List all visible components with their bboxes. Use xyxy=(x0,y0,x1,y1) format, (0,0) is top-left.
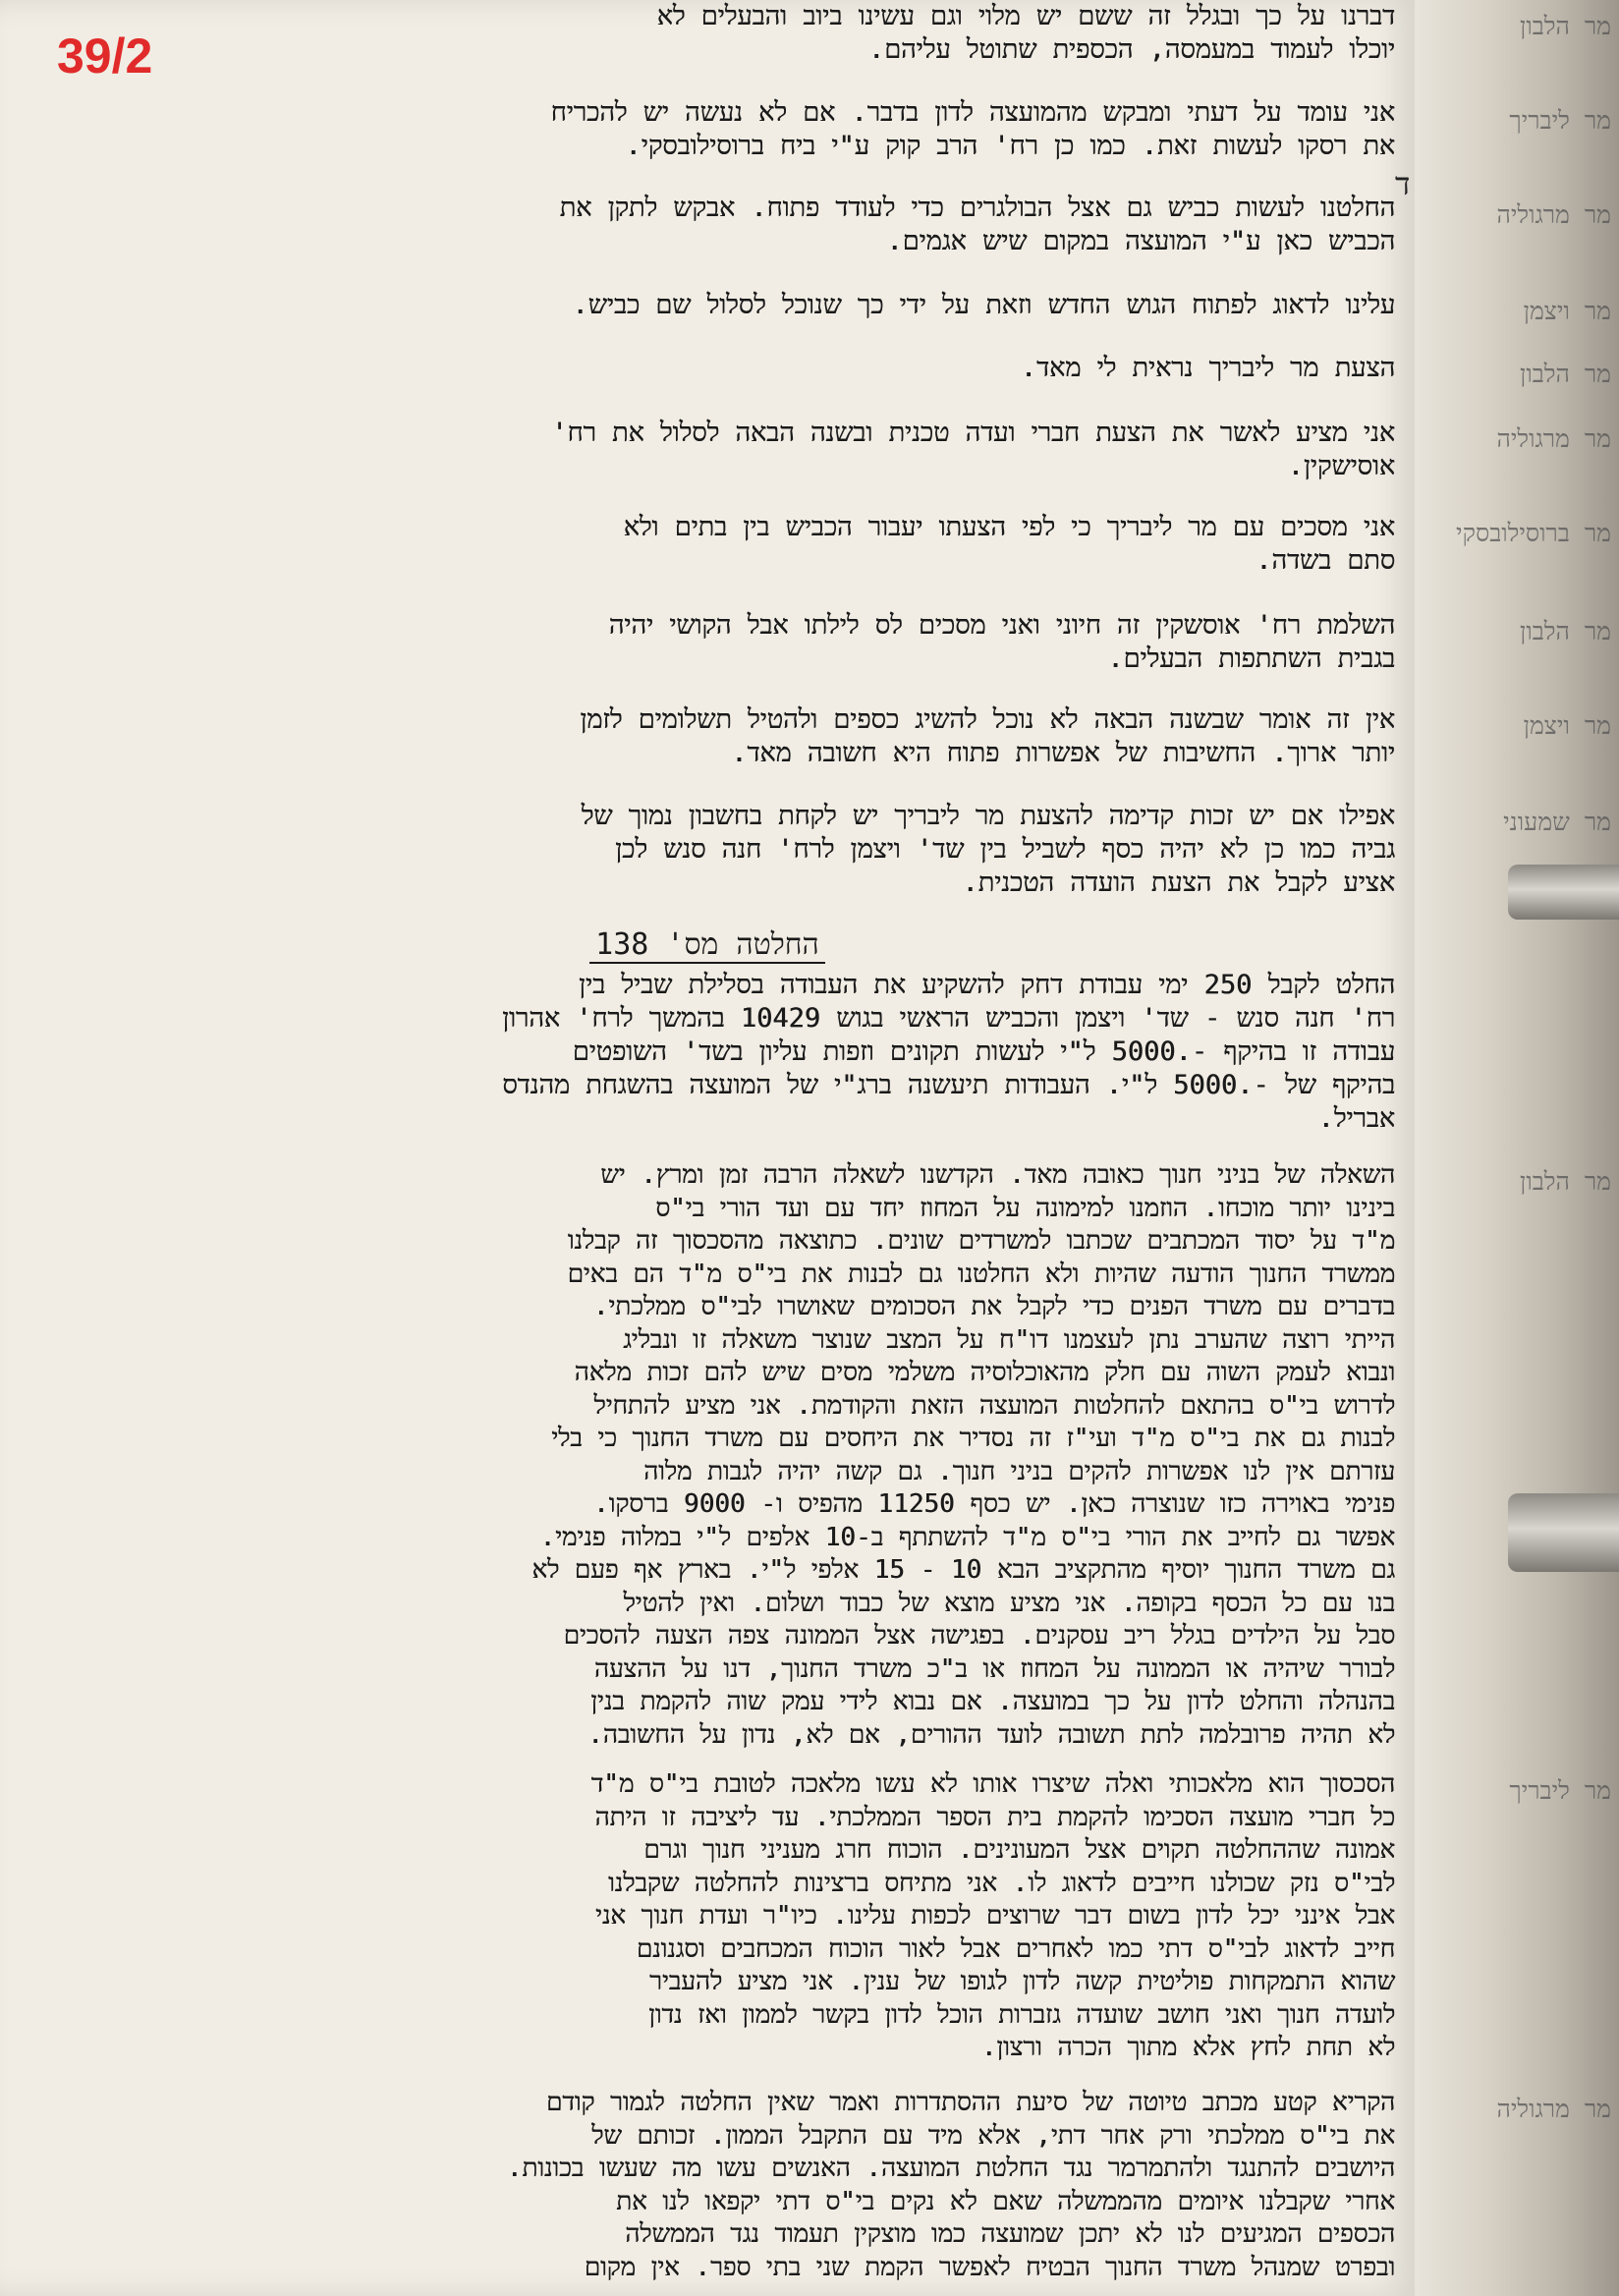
speaker-name: מר ויצמן xyxy=(1523,711,1611,740)
text-line: החלטנו לעשות כביש גם אצל הבולגרים כדי לעודד פתוח. אבקש לתקן את xyxy=(559,193,1395,223)
text-line: לדרוש בי"ס בהתאם להחלטות המועצה הזאת והקודמת. אני מציע להתחיל xyxy=(593,1390,1395,1421)
text-line: חייב לדאוג לבי"ס דתי כמו לאחרים אבל לאור הוכוח המכחבים וסגנונם xyxy=(636,1933,1395,1964)
decision-text xyxy=(147,969,1395,1136)
statement xyxy=(147,800,1395,900)
speaker-name: מר מרגוליה xyxy=(1496,424,1611,453)
text-line: בגבית השתתפות הבעלים. xyxy=(1107,644,1395,674)
margin-mark: ד xyxy=(1395,165,1411,202)
statement xyxy=(147,511,1395,578)
text-line: אבל אינני יכל לדון בשום דבר שרוצים לכפות עלינו. כיו"ר ועדת חנוך אני xyxy=(595,1901,1395,1931)
statement xyxy=(147,192,1395,258)
text-line: ממשרד החנוך הודעה שהיות ולא החלטנו גם לבנות את בי"ס מ"ד הם באים xyxy=(567,1259,1395,1289)
text-line: אני מסכים עם מר ליבריך כי לפי הצעתו יעבור הכביש בין בתים ולא xyxy=(623,512,1395,542)
statement xyxy=(147,352,1395,385)
text-line: ובפרט שמנהל משרד החנוך הבטיח לאפשר הקמת שני בתי ספר. אין מקום xyxy=(584,2252,1395,2282)
text-line: לבי"ס נזק שכולנו חייבים לדאוג לו. אני מתיחס ברצינות להחלטה שקבלנו xyxy=(608,1868,1395,1898)
decision-title: החלטה מס' 138 xyxy=(0,927,1415,962)
text-line: היושבים להתנגד ולהתמרמר נגד החלטת המועצה. האנשים עשו מה שעשו בכונות. xyxy=(506,2154,1395,2183)
text-line: השלמת רח' אוסשקין זה חיוני ואני מסכים לס לילתו אבל הקושי יהיה xyxy=(608,610,1395,641)
text-line: בנו עם כל הכסף בקופה. אני מציע מוצא של כבוד ושלום. ואין להטיל xyxy=(623,1588,1395,1618)
text-line: את רסקו לעשות זאת. כמו כן רח' הרב קוק ע"י ביח ברוסילובסקי. xyxy=(625,131,1395,161)
text-line: בדברים עם משרד הפנים כדי לקבל את הסכומים שאושרו לבי"ס ממלכתי. xyxy=(592,1292,1395,1321)
statement xyxy=(147,1159,1395,1752)
speaker-name: מר ליבריך xyxy=(1509,106,1611,135)
statement xyxy=(147,289,1395,322)
text-line: הכספים המגיעים לנו לא יתכן שמועצה כמו מוצקין תעמוד נגד הממשלה xyxy=(625,2219,1395,2249)
text-line: אמונה שההחלטה תקוים אצל המעונינים. הוכוח חרג מעניני חנוך וגרם xyxy=(643,1835,1395,1865)
speaker-name: מר ליבריך xyxy=(1509,1776,1611,1805)
text-line: אחרי שקבלנו איומים מהממשלה שאם לא נקים בי"ס דתי יקפאו לנו את xyxy=(616,2186,1395,2216)
statement xyxy=(147,0,1395,67)
text-line: סתם בשדה. xyxy=(1256,545,1395,576)
text-line: בינינו יותר מוכחו. הוזמנו למימונה על המחוז יחד עם ועד הורי בי"ס xyxy=(655,1193,1395,1223)
text-line: רח' חנה סנש - שד' ויצמן והכביש הראשי בגוש 10429 בהמשך לרח' אהרון xyxy=(502,1003,1395,1034)
speaker-name: מר הלבון xyxy=(1519,360,1611,388)
text-line: פנימי באוירה כזו שנוצרה כאן. יש כסף 11250 מהפיס ו- 9000 ברסקו. xyxy=(592,1489,1395,1519)
text-line: לועדה חנוך ואני חושב שועדה גזברות הוכל לדון בקשר לממון ואז נדון xyxy=(648,1999,1395,2030)
text-line: אציע לקבל את הצעת הועדה הטכנית. xyxy=(962,868,1395,898)
speaker-name: מר הלבון xyxy=(1519,1167,1611,1196)
text-line: לבנות גם את בי"ס מ"ד ועי"ז זה נסדיר את היחסים עם משרד החנוך כי בלי xyxy=(551,1424,1395,1453)
speaker-name: מר הלבון xyxy=(1519,617,1611,645)
binder-edge xyxy=(1415,0,1619,2296)
text-line: השאלה של בניני חנוך כאובה מאד. הקדשנו לשאלה הרבה זמן ומרץ. יש xyxy=(600,1160,1395,1190)
text-line: החלט לקבל 250 ימי עבודת דחק להשקיע את העבודה בסלילת שביל בין xyxy=(579,970,1395,1000)
statement xyxy=(147,96,1395,163)
text-line: סבל על הילדים בגלל ריב עסקנים. בפגישה אצל הממונה צפה הצעה להסכים xyxy=(563,1621,1395,1651)
text-line: עבודה זו בהיקף -.5000 ל"י לעשות תקונים וזפות עליון בשד' השופטים xyxy=(572,1036,1395,1067)
speaker-name: מר מרגוליה xyxy=(1496,200,1611,229)
speaker-name: מר מרגוליה xyxy=(1496,2095,1611,2123)
text-line: כל חברי מועצה הסכימו להקמת בית הספר הממלכתי. עד ליציבה זו היתה xyxy=(594,1802,1395,1832)
text-line: את בי"ס ממלכתי ורק אחר דתי, אלא מיד עם התקבל הממון. זכותם של xyxy=(591,2120,1395,2151)
speaker-name: מר ויצמן xyxy=(1523,297,1611,325)
text-line: יותר ארוך. החשיבות של אפשרות פתוח היא חשובה מאד. xyxy=(731,738,1395,768)
speaker-name: מר שמעוני xyxy=(1503,808,1611,836)
text-line: עלינו לדאוג לפתוח הגוש החדש וזאת על ידי כך שנוכל לסלול שם כביש. xyxy=(572,290,1395,320)
binder-ring xyxy=(1508,865,1619,920)
binder-ring xyxy=(1508,1493,1619,1572)
text-line: יוכלו לעמוד במעמסה, הכספית שתוטל עליהם. xyxy=(867,34,1395,65)
text-line: הצעת מר ליבריך נראית לי מאד. xyxy=(1020,353,1395,383)
statement xyxy=(147,1768,1395,2065)
text-line: אוסישקין. xyxy=(1287,451,1395,481)
text-line: אני עומד על דעתי ומבקש מהמועצה לדון בדבר. אם לא נעשה יש להכריח xyxy=(550,97,1395,128)
text-line: אפשר גם לחייב את הורי בי"ס מ"ד להשתתף ב-10 אלפים ל"י במלוה פנימי. xyxy=(539,1522,1395,1552)
text-line: לבורר שיהיה או הממונה על המחוז או ב"כ משרד החנוך, דנו על ההצעה xyxy=(593,1653,1395,1684)
statement xyxy=(147,609,1395,676)
text-line: גביה כמו כן לא יהיה כסף לשביל בין שד' ויצמן לרח' חנה סנש לכן xyxy=(615,834,1395,865)
text-line: אפילו אם יש זכות קדימה להצעת מר ליבריך יש לקחת בחשבון נמוך של xyxy=(581,801,1395,831)
text-line: אין זה אומר שבשנה הבאה לא נוכל להשיג כספים ולהטיל תשלומים לזמן xyxy=(580,704,1395,735)
page-number: 39/2 xyxy=(57,28,153,84)
text-line: שהוא התמקחות פוליטית קשה לדון לגופו של ענין. אני מציע להעביר xyxy=(649,1967,1395,1996)
text-line: הייתי רוצה שהערב נתן לעצמנו דו"ח על המצב שנוצר משאלה זו ונבליג xyxy=(623,1324,1395,1355)
text-line: לא תהיה פרובלמה לתת תשובה לועד ההורים, אם לא, נדון על החשובה. xyxy=(587,1719,1395,1750)
statement xyxy=(147,2087,1395,2284)
text-line: גם משרד החנוך יוסיף מהתקציב הבא 10 - 15 אלפי ל"י. בארץ אף פעם לא xyxy=(531,1555,1395,1585)
text-line: דברנו על כך ובגלל זה ששם יש מלוי וגם עשינו ביוב והבעלים לא xyxy=(656,1,1395,31)
text-line: ונבוא לעמק השוה עם חלק מהאוכלוסיה משלמי מסים שיש להם זכות מלאה xyxy=(574,1358,1395,1387)
text-line: מ"ד על יסוד המכתבים שכתבו למשרדים שונים. כתוצאה מהסכסוך זה קבלנו xyxy=(567,1226,1395,1256)
text-line: בהיקף של -.5000 ל"י. העבודות תיעשנה ברג"י של המועצה בהשגחת מהנדס xyxy=(502,1070,1395,1100)
text-line: אני מציע לאשר את הצעת חברי ועדה טכנית ובשנה הבאה לסלול את רח' xyxy=(551,418,1395,448)
statement xyxy=(147,417,1395,483)
text-line: לא תחת לחץ אלא מתוך הכרה ורצון. xyxy=(980,2033,1395,2062)
text-line: הכביש כאן ע"י המועצה במקום שיש אגמים. xyxy=(886,226,1395,256)
text-line: עזרתם אין לנו אפשרות להקים בניני חנוך. גם קשה יהיה לגבות מלוה xyxy=(643,1456,1395,1486)
speaker-name: מר ברוסילובסקי xyxy=(1456,519,1611,547)
text-line: הסכסוך הוא מלאכותי ואלה שיצרו אותו לא עשו מלאכה לטובת בי"ס מ"ד xyxy=(590,1769,1395,1799)
speaker-name: מר הלבון xyxy=(1519,12,1611,40)
text-line: בהנהלה והחלט לדון על כך במועצה. אם נבוא לידי עמק שוה להקמת בנין xyxy=(590,1687,1395,1716)
statement xyxy=(147,703,1395,770)
text-line: אבריל. xyxy=(1317,1103,1395,1134)
text-line: הקריא קטע מכתב טיוטה של סיעת ההסתדרות ואמר שאין החלטה לגמור קודם xyxy=(546,2088,1395,2117)
